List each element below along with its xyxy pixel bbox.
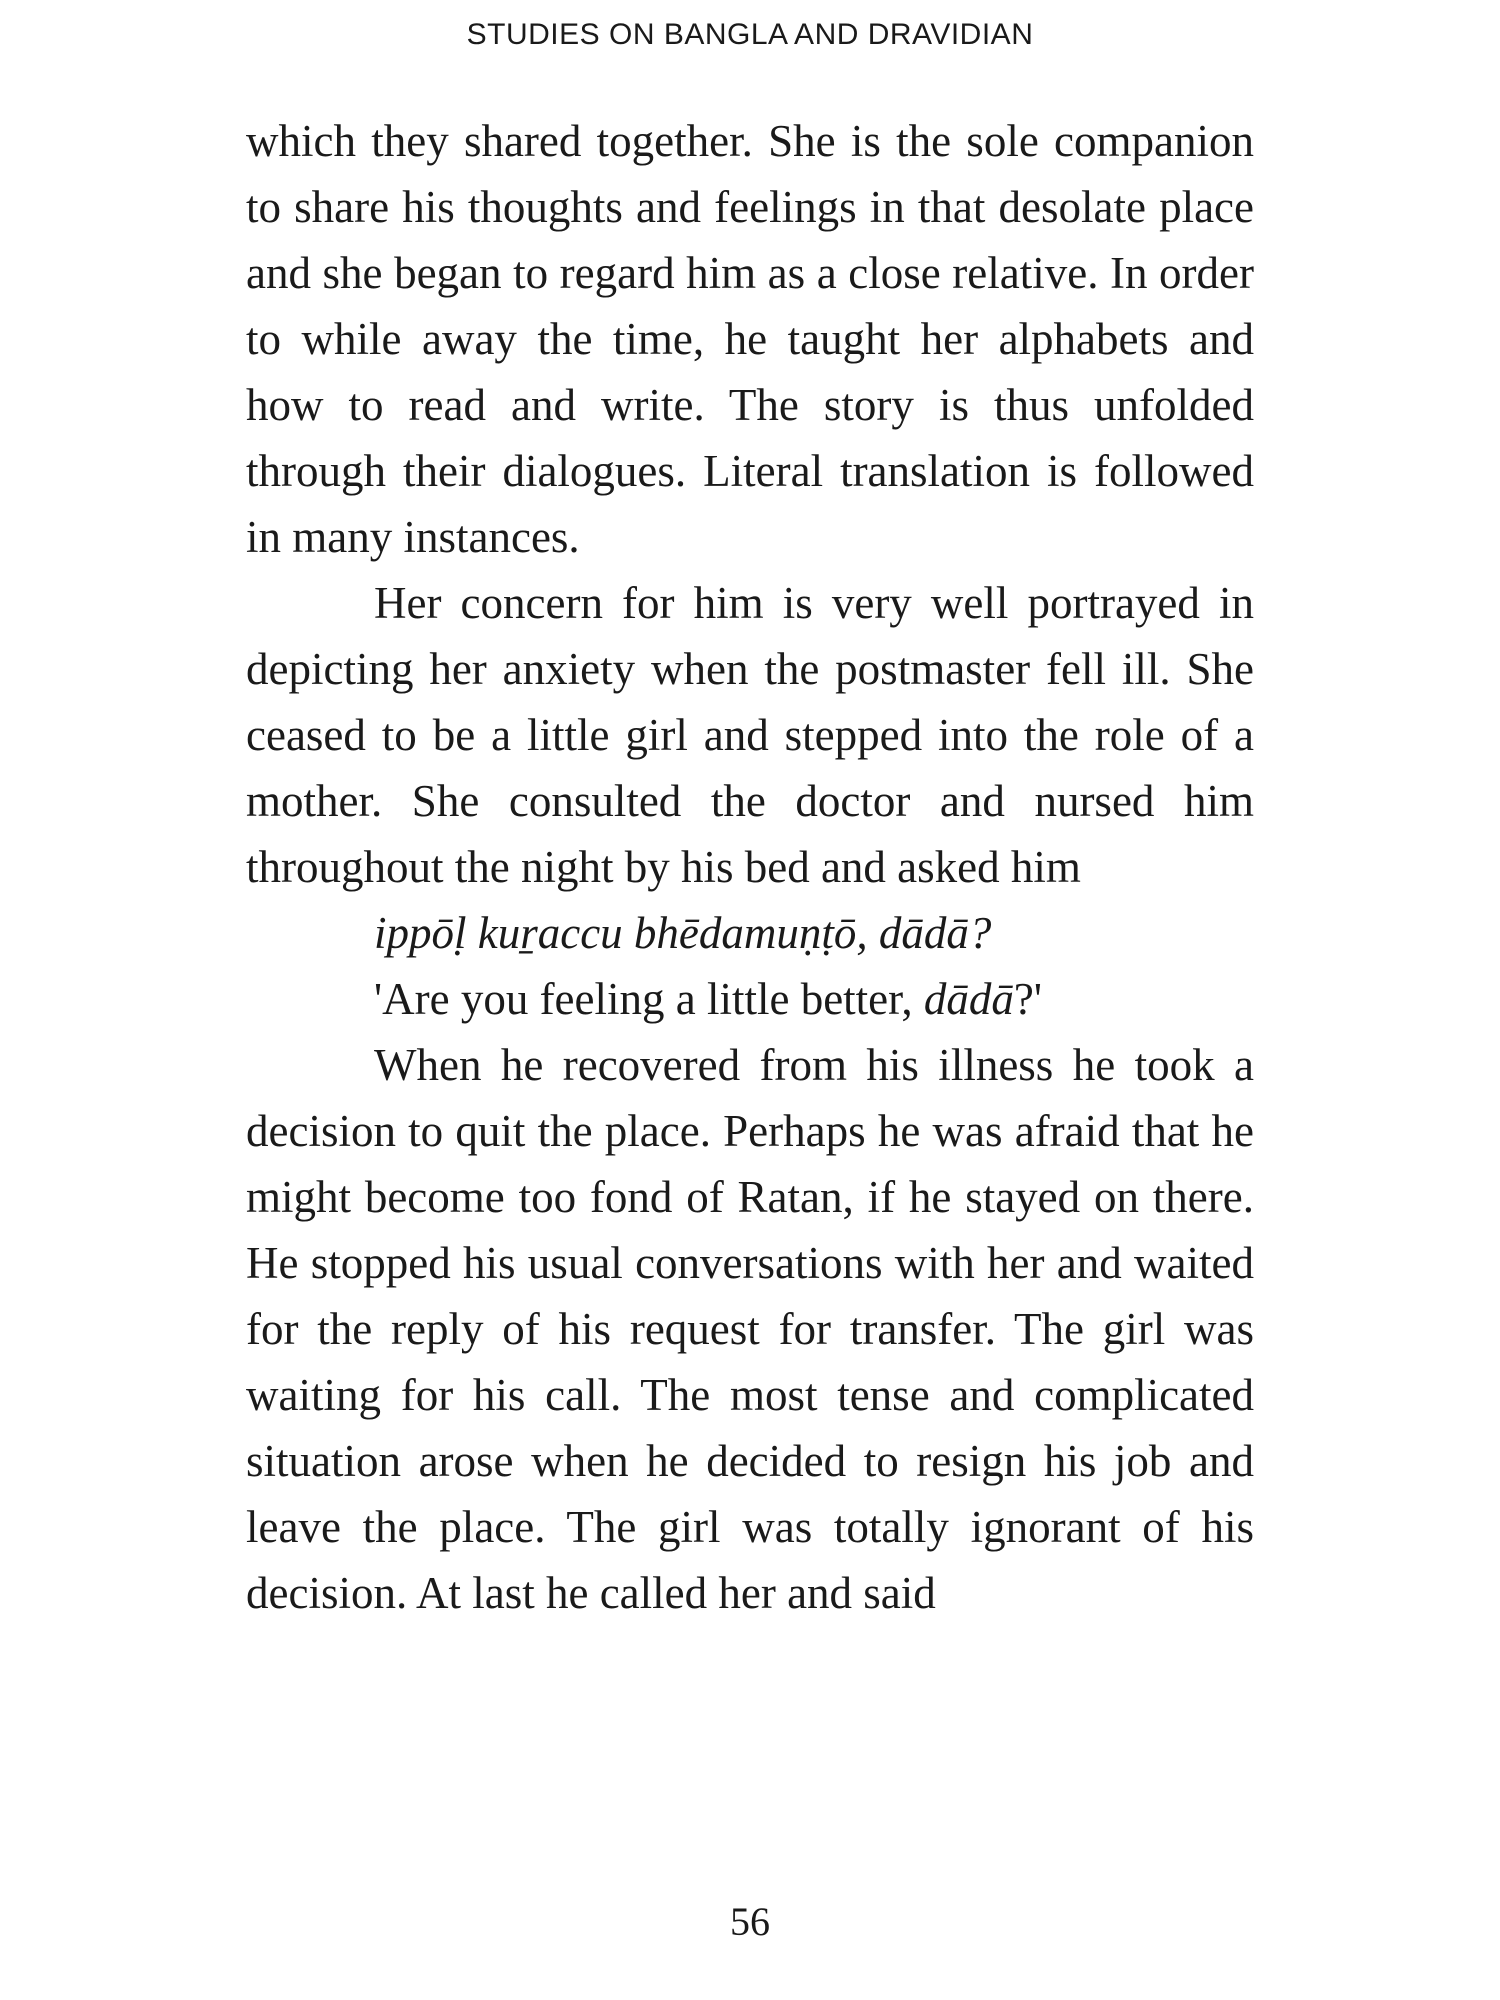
quote-transliteration: [246, 900, 1254, 966]
quote-translation-before: 'Are you feeling a little better,: [374, 974, 924, 1024]
quote-translation: [246, 966, 1254, 1032]
quote-translation-after: ?': [1013, 974, 1042, 1024]
running-header-title: STUDIES ON BANGLA AND DRAVIDIAN: [466, 18, 1034, 51]
quote-translation-term: dādā: [923, 974, 1014, 1024]
paragraph-3: When he recovered from his illness he took a decision to quit the place. Perhaps he was afraid that he might become too fond of Ratan, if he stayed on there. He stopped his usual conversations with her and waited for the reply of his request for transfer. The girl was waiting for his call. The most tense and complicated situation arose when he decided to resign his job and leave the place. The girl was totally ignorant of his decision. At last he called her and said: [246, 1040, 1254, 1618]
paragraph-2: Her concern for him is very well portrayed in depicting her anxiety when the postmaster fell ill. She ceased to be a little girl and stepped into the role of a mother. She consulted the doctor and nursed him throughout the night by his bed and asked him: [246, 578, 1254, 892]
page-number: 56: [730, 1899, 770, 1944]
paragraph-1: which they shared together. She is the sole companion to share his thoughts and feelings in that desolate place and she began to regard him as a close relative. In order to while away the time, he taught her alphabets and how to read and write. The story is thus unfolded through their dialogues. Literal translation is followed in many instances.: [246, 116, 1254, 562]
quote-transliteration-text: ippōḷ kuṟaccu bhēdamuṇṭō, dādā?: [374, 908, 992, 958]
body-text: [246, 108, 1254, 1626]
